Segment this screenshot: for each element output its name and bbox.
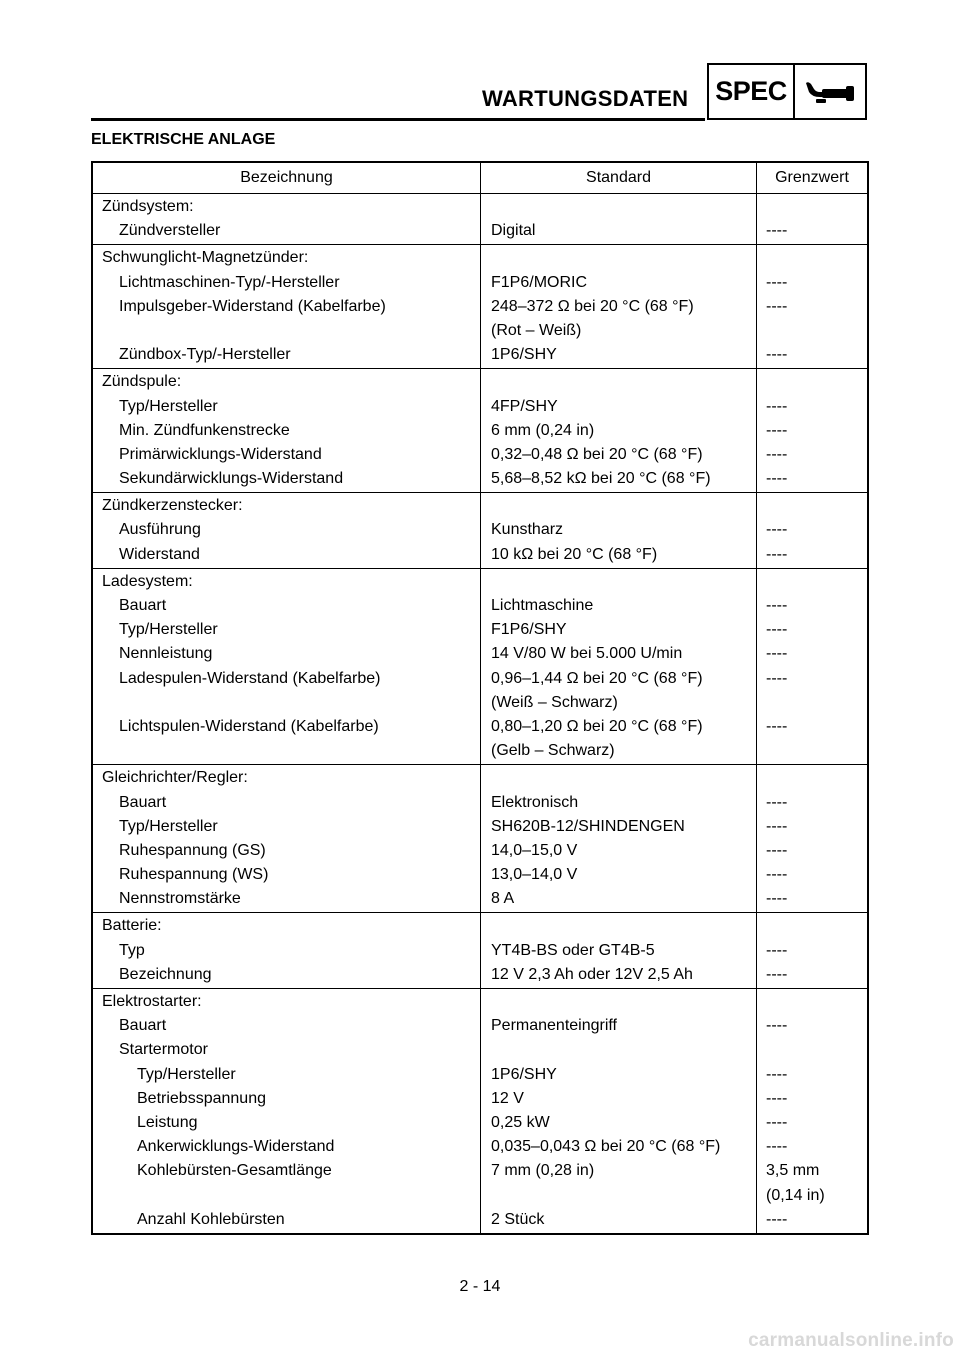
limit-cell xyxy=(766,370,867,394)
table-column xyxy=(481,194,757,244)
spec-label: SPEC xyxy=(709,65,795,118)
standard-cell: 14 V/80 W bei 5.000 U/min xyxy=(491,645,683,663)
spec-label-cell: Batterie: xyxy=(102,917,162,935)
limit-cell: ---- xyxy=(766,1113,788,1131)
standard-cell: 14,0–15,0 V xyxy=(491,841,578,859)
standard-cell xyxy=(491,370,756,394)
spec-label-cell: Kohlebürsten-Gesamtlänge xyxy=(137,1162,332,1180)
spec-table xyxy=(91,161,869,1235)
spec-label-cell: Sekundärwicklungs-Widerstand xyxy=(119,470,344,488)
table-group xyxy=(93,244,867,368)
page-title: WARTUNGSDATEN xyxy=(482,86,689,111)
limit-cell: ---- xyxy=(766,445,788,463)
standard-cell: 5,68–8,52 kΩ bei 20 °C (68 °F) xyxy=(491,470,711,488)
limit-cell: ---- xyxy=(766,717,788,735)
table-column xyxy=(481,569,757,765)
table-group xyxy=(93,368,867,492)
limit-cell: ---- xyxy=(766,1065,788,1083)
table-body xyxy=(93,194,867,1233)
spec-label-cell: Typ/Hersteller xyxy=(119,397,218,415)
standard-cell xyxy=(491,990,756,1014)
table-group xyxy=(93,194,867,244)
header-rule xyxy=(91,118,705,121)
standard-cell: 8 A xyxy=(491,890,515,908)
standard-cell: 248–372 Ω bei 20 °C (68 °F) xyxy=(491,297,694,315)
page-number: 2 - 14 xyxy=(459,1278,501,1295)
limit-cell xyxy=(766,739,867,763)
limit-cell: ---- xyxy=(766,669,788,687)
table-column xyxy=(481,493,757,568)
limit-cell xyxy=(766,766,867,790)
spec-label-cell: Bauart xyxy=(119,597,167,614)
standard-cell: Digital xyxy=(491,222,536,240)
spec-label-cell: Widerstand xyxy=(119,545,200,563)
table-column xyxy=(481,989,757,1233)
limit-cell: ---- xyxy=(766,470,788,488)
limit-cell xyxy=(766,1038,867,1062)
spec-label-cell: Ladespulen-Widerstand (Kabelfarbe) xyxy=(119,669,381,687)
spec-label-cell: Ausführung xyxy=(119,521,201,539)
limit-cell: ---- xyxy=(766,645,788,663)
standard-cell: 12 V xyxy=(491,1089,524,1107)
column-header: Grenzwert xyxy=(775,169,849,186)
limit-cell: ---- xyxy=(766,297,788,315)
limit-cell xyxy=(766,570,867,594)
limit-cell: ---- xyxy=(766,346,788,364)
spec-label-cell: Min. Zündfunkenstrecke xyxy=(119,421,290,439)
table-column xyxy=(757,989,867,1233)
standard-cell xyxy=(491,1038,756,1062)
limit-cell: ---- xyxy=(766,890,788,908)
spec-label-cell xyxy=(93,739,480,763)
standard-cell xyxy=(491,914,756,938)
spec-label-cell: Typ/Hersteller xyxy=(119,621,218,639)
table-column xyxy=(757,369,867,492)
spec-label-cell: Elektrostarter: xyxy=(102,993,202,1010)
table-header xyxy=(93,163,867,194)
standard-cell xyxy=(491,766,756,790)
limit-cell: ---- xyxy=(766,965,788,983)
spec-label-cell: Typ/Hersteller xyxy=(137,1065,236,1083)
limit-cell: ---- xyxy=(766,273,788,291)
spec-label-cell: Schwunglicht-Magnetzünder: xyxy=(102,249,309,267)
limit-cell: ---- xyxy=(766,1210,788,1228)
limit-cell: ---- xyxy=(766,421,788,439)
table-column xyxy=(757,569,867,765)
table-column xyxy=(93,989,481,1233)
limit-cell: ---- xyxy=(766,817,788,835)
standard-cell: (Rot – Weiß) xyxy=(491,321,582,339)
standard-cell xyxy=(491,1184,756,1208)
spec-label-cell: Bauart xyxy=(119,1017,167,1035)
table-column xyxy=(757,194,867,244)
standard-cell: 0,80–1,20 Ω bei 20 °C (68 °F) xyxy=(491,717,703,735)
standard-cell: 10 kΩ bei 20 °C (68 °F) xyxy=(491,545,658,563)
watermark: carmanualsonline.info xyxy=(748,1330,954,1351)
standard-cell: 0,035–0,043 Ω bei 20 °C (68 °F) xyxy=(491,1138,721,1156)
spec-icon-cell xyxy=(795,65,865,118)
table-column xyxy=(757,913,867,988)
standard-cell: Permanenteingriff xyxy=(491,1017,617,1035)
standard-cell: 1P6/SHY xyxy=(491,1065,557,1083)
spec-label-cell: Ruhespannung (WS) xyxy=(119,866,269,884)
standard-cell: 4FP/SHY xyxy=(491,397,558,415)
spec-label-cell: Ankerwicklungs-Widerstand xyxy=(137,1138,335,1156)
table-column xyxy=(93,569,481,765)
table-column xyxy=(93,493,481,568)
table-column xyxy=(757,245,867,368)
spec-label-cell: Bezeichnung xyxy=(119,965,212,983)
spec-label-cell: Bauart xyxy=(119,793,167,811)
table-column xyxy=(481,913,757,988)
table-column xyxy=(757,493,867,568)
table-column xyxy=(93,765,481,912)
standard-cell: Kunstharz xyxy=(491,521,564,539)
limit-cell xyxy=(766,195,867,219)
limit-cell xyxy=(766,246,867,270)
table-group xyxy=(93,764,867,912)
section-title: ELEKTRISCHE ANLAGE xyxy=(91,131,276,148)
spec-label-cell: Ruhespannung (GS) xyxy=(119,841,266,859)
limit-cell: ---- xyxy=(766,1089,788,1107)
standard-cell xyxy=(491,570,756,594)
column-header: Standard xyxy=(481,163,757,193)
spec-badge xyxy=(707,63,867,120)
standard-cell: YT4B-BS oder GT4B-5 xyxy=(491,941,655,959)
spec-label-cell xyxy=(93,691,480,715)
limit-cell: ---- xyxy=(766,941,788,959)
limit-cell: ---- xyxy=(766,1017,788,1035)
standard-cell: (Weiß – Schwarz) xyxy=(491,693,618,711)
column-header: Bezeichnung xyxy=(93,163,481,193)
standard-cell: Lichtmaschine xyxy=(491,597,594,614)
limit-cell xyxy=(766,494,867,518)
spec-label-cell: Betriebsspannung xyxy=(137,1089,266,1107)
standard-cell xyxy=(491,246,756,270)
limit-cell xyxy=(766,691,867,715)
standard-cell: 12 V 2,3 Ah oder 12V 2,5 Ah xyxy=(491,965,693,983)
table-column xyxy=(481,765,757,912)
spec-label-cell: Zündversteller xyxy=(119,222,221,240)
limit-cell xyxy=(766,990,867,1014)
spec-label-cell: Zündbox-Typ/-Hersteller xyxy=(119,346,291,364)
standard-cell: Elektronisch xyxy=(491,793,579,811)
limit-cell: ---- xyxy=(766,521,788,539)
standard-cell: 0,25 kW xyxy=(491,1113,550,1131)
spec-label-cell: Lichtmaschinen-Typ/-Hersteller xyxy=(119,273,340,291)
spec-label-cell: Lichtspulen-Widerstand (Kabelfarbe) xyxy=(119,717,379,735)
standard-cell: 2 Stück xyxy=(491,1210,545,1228)
table-column xyxy=(757,765,867,912)
spec-label-cell: Anzahl Kohlebürsten xyxy=(137,1210,285,1228)
spec-label-cell: Gleichrichter/Regler: xyxy=(102,769,248,787)
limit-cell: ---- xyxy=(766,597,788,614)
table-column xyxy=(93,245,481,368)
standard-cell: 0,96–1,44 Ω bei 20 °C (68 °F) xyxy=(491,669,703,687)
limit-cell: ---- xyxy=(766,397,788,415)
standard-cell: (Gelb – Schwarz) xyxy=(491,742,615,760)
table-group xyxy=(93,568,867,765)
spec-label-cell: Zündkerzenstecker: xyxy=(102,497,243,515)
limit-cell: ---- xyxy=(766,1138,788,1156)
limit-cell: 3,5 mm xyxy=(766,1162,820,1180)
standard-cell: 1P6/SHY xyxy=(491,346,557,364)
limit-cell: ---- xyxy=(766,841,788,859)
table-column xyxy=(93,194,481,244)
table-column xyxy=(481,369,757,492)
limit-cell: (0,14 in) xyxy=(766,1186,825,1204)
spec-label-cell: Leistung xyxy=(137,1113,198,1131)
spec-label-cell: Nennleistung xyxy=(119,645,213,663)
limit-cell: ---- xyxy=(766,621,788,639)
table-group xyxy=(93,492,867,568)
standard-cell xyxy=(491,195,756,219)
spec-label-cell: Startermotor xyxy=(119,1041,208,1059)
spec-label-cell: Typ/Hersteller xyxy=(119,817,218,835)
standard-cell: 0,32–0,48 Ω bei 20 °C (68 °F) xyxy=(491,445,703,463)
limit-cell xyxy=(766,319,867,343)
table-column xyxy=(93,369,481,492)
limit-cell xyxy=(766,914,867,938)
limit-cell: ---- xyxy=(766,222,788,240)
wrench-icon xyxy=(802,77,858,107)
standard-cell: 7 mm (0,28 in) xyxy=(491,1162,595,1180)
table-column xyxy=(481,245,757,368)
table-group xyxy=(93,988,867,1233)
standard-cell: 6 mm (0,24 in) xyxy=(491,421,595,439)
standard-cell: F1P6/SHY xyxy=(491,621,567,639)
spec-label-cell xyxy=(93,1184,480,1208)
standard-cell: SH620B-12/SHINDENGEN xyxy=(491,817,685,835)
spec-label-cell: Zündsystem: xyxy=(102,198,194,215)
table-column xyxy=(93,913,481,988)
spec-label-cell: Impulsgeber-Widerstand (Kabelfarbe) xyxy=(119,297,386,315)
standard-cell: 13,0–14,0 V xyxy=(491,866,578,884)
standard-cell xyxy=(491,494,756,518)
limit-cell: ---- xyxy=(766,793,788,811)
spec-label-cell: Ladesystem: xyxy=(102,572,193,590)
limit-cell: ---- xyxy=(766,866,788,884)
table-group xyxy=(93,912,867,988)
spec-label-cell: Typ xyxy=(119,941,145,959)
limit-cell: ---- xyxy=(766,545,788,563)
spec-label-cell: Nennstromstärke xyxy=(119,890,241,908)
spec-label-cell xyxy=(93,319,480,343)
spec-label-cell: Zündspule: xyxy=(102,373,182,391)
spec-label-cell: Primärwicklungs-Widerstand xyxy=(119,445,322,463)
standard-cell: F1P6/MORIC xyxy=(491,273,588,291)
